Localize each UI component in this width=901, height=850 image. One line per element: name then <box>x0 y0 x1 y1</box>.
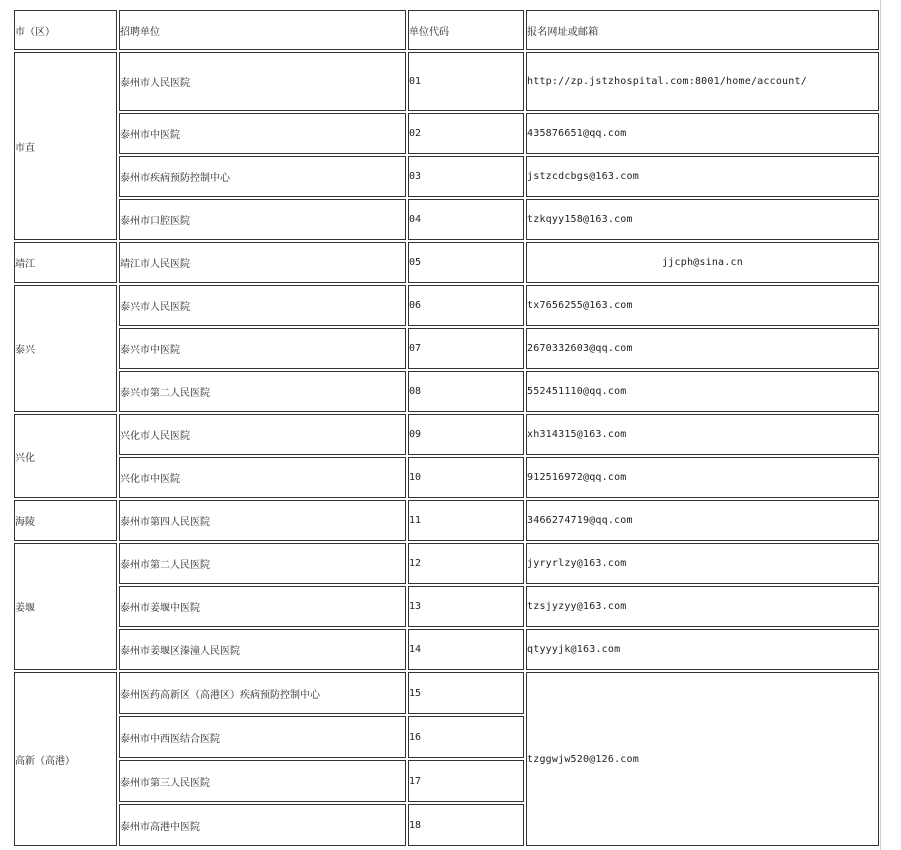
unit-cell: 泰州市姜堰中医院 <box>119 586 406 627</box>
unit-cell: 靖江市人民医院 <box>119 242 406 283</box>
header-city: 市（区） <box>14 10 117 50</box>
contact-email[interactable]: 552451110@qq.com <box>526 371 879 412</box>
city-cell: 靖江 <box>14 242 117 283</box>
contact-email[interactable]: tzsjyzyy@163.com <box>526 586 879 627</box>
unit-cell: 泰州市姜堰区溱潼人民医院 <box>119 629 406 670</box>
contact-email[interactable]: tzggwjw520@126.com <box>526 672 879 846</box>
contact-email[interactable]: 435876651@qq.com <box>526 113 879 154</box>
table-row <box>14 242 879 283</box>
unit-cell: 泰兴市人民医院 <box>119 285 406 326</box>
contact-email[interactable]: tzkqyy158@163.com <box>526 199 879 240</box>
code-cell: 13 <box>408 586 524 627</box>
header-unit: 招聘单位 <box>119 10 406 50</box>
code-cell: 06 <box>408 285 524 326</box>
code-cell: 15 <box>408 672 524 714</box>
header-code: 单位代码 <box>408 10 524 50</box>
unit-cell: 泰州市口腔医院 <box>119 199 406 240</box>
contact-email[interactable]: jstzcdcbgs@163.com <box>526 156 879 197</box>
unit-cell: 泰州市人民医院 <box>119 52 406 111</box>
contact-email[interactable]: 3466274719@qq.com <box>526 500 879 541</box>
city-cell: 市直 <box>14 52 117 240</box>
city-cell: 兴化 <box>14 414 117 498</box>
unit-cell: 泰州市高港中医院 <box>119 804 406 846</box>
code-cell: 10 <box>408 457 524 498</box>
contact-email[interactable]: qtyyyjk@163.com <box>526 629 879 670</box>
unit-cell: 兴化市中医院 <box>119 457 406 498</box>
code-cell: 02 <box>408 113 524 154</box>
city-cell: 泰兴 <box>14 285 117 412</box>
code-cell: 08 <box>408 371 524 412</box>
table-row <box>14 586 879 627</box>
unit-cell: 泰州医药高新区（高港区）疾病预防控制中心 <box>119 672 406 714</box>
code-cell: 17 <box>408 760 524 802</box>
code-cell: 01 <box>408 52 524 111</box>
unit-cell: 泰州市疾病预防控制中心 <box>119 156 406 197</box>
code-cell: 05 <box>408 242 524 283</box>
unit-cell: 泰州市中医院 <box>119 113 406 154</box>
table-row <box>14 371 879 412</box>
table-row <box>14 113 879 154</box>
unit-cell: 泰州市第二人民医院 <box>119 543 406 584</box>
recruitment-table <box>12 8 881 848</box>
code-cell: 07 <box>408 328 524 369</box>
table-row <box>14 156 879 197</box>
code-cell: 16 <box>408 716 524 758</box>
city-cell: 姜堰 <box>14 543 117 670</box>
table-header-row <box>14 10 879 50</box>
code-cell: 14 <box>408 629 524 670</box>
table-row <box>14 629 879 670</box>
contact-email[interactable]: tx7656255@163.com <box>526 285 879 326</box>
code-cell: 18 <box>408 804 524 846</box>
unit-cell: 泰兴市第二人民医院 <box>119 371 406 412</box>
code-cell: 12 <box>408 543 524 584</box>
contact-email[interactable]: xh314315@163.com <box>526 414 879 455</box>
contact-email[interactable]: jyryrlzy@163.com <box>526 543 879 584</box>
contact-email[interactable]: jjcph@sina.cn <box>526 242 879 283</box>
header-contact: 报名网址或邮箱 <box>526 10 879 50</box>
city-cell: 高新（高港） <box>14 672 117 846</box>
contact-email[interactable]: 912516972@qq.com <box>526 457 879 498</box>
code-cell: 11 <box>408 500 524 541</box>
unit-cell: 泰州市第四人民医院 <box>119 500 406 541</box>
table-row <box>14 328 879 369</box>
table-row <box>14 457 879 498</box>
table-row <box>14 52 879 111</box>
unit-cell: 泰州市中西医结合医院 <box>119 716 406 758</box>
table-row <box>14 199 879 240</box>
city-cell: 海陵 <box>14 500 117 541</box>
table-row <box>14 672 879 714</box>
code-cell: 03 <box>408 156 524 197</box>
table-row <box>14 500 879 541</box>
unit-cell: 泰州市第三人民医院 <box>119 760 406 802</box>
code-cell: 04 <box>408 199 524 240</box>
contact-link[interactable]: http://zp.jstzhospital.com:8001/home/account/ <box>526 52 879 111</box>
unit-cell: 泰兴市中医院 <box>119 328 406 369</box>
table-row <box>14 543 879 584</box>
code-cell: 09 <box>408 414 524 455</box>
unit-cell: 兴化市人民医院 <box>119 414 406 455</box>
table-row <box>14 285 879 326</box>
table-row <box>14 414 879 455</box>
contact-email[interactable]: 2670332603@qq.com <box>526 328 879 369</box>
